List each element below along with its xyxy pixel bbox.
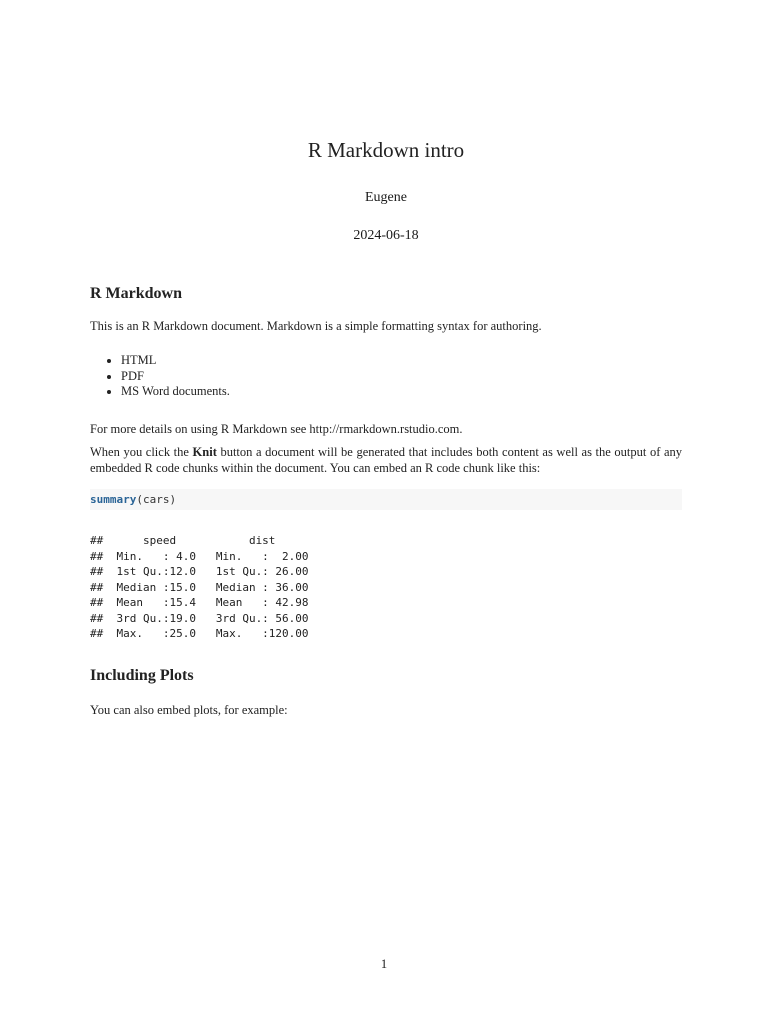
knit-text-after: button a document will be generated that includes both content as well as the output of any embedded R code chunks within the document. You can embed an R code chunk like this: xyxy=(90,445,682,475)
output-line: ## Median :15.0 Median : 36.00 xyxy=(90,580,322,594)
details-paragraph: For more details on using R Markdown see http://rmarkdown.rstudio.com. xyxy=(90,422,463,436)
output-line: ## speed dist xyxy=(90,534,322,547)
document-title: R Markdown intro xyxy=(307,138,465,162)
document-date: 2024-06-18 xyxy=(353,228,419,243)
plots-paragraph: You can also embed plots, for example: xyxy=(90,703,288,717)
section-heading-r-markdown: R Markdown xyxy=(90,285,183,302)
code-function: summary xyxy=(90,493,137,506)
list-item: • PDF xyxy=(121,369,230,385)
output-format-list xyxy=(90,353,230,400)
list-item: • HTML xyxy=(121,353,230,369)
output-line: ## 3rd Qu.:19.0 3rd Qu.: 56.00 xyxy=(90,611,322,625)
document-author: Eugene xyxy=(365,190,407,205)
knit-bold-word: Knit xyxy=(192,445,217,459)
code-output xyxy=(90,533,322,642)
code-chunk xyxy=(90,489,682,510)
section-heading-including-plots: Including Plots xyxy=(90,667,194,684)
list-item: • MS Word documents. xyxy=(121,384,230,400)
output-line: ## Mean :15.4 Mean : 42.98 xyxy=(90,596,322,609)
output-line: ## 1st Qu.:12.0 1st Qu.: 26.00 xyxy=(90,565,322,578)
code-args: (cars) xyxy=(136,493,177,506)
page-number: 1 xyxy=(380,957,388,971)
output-line: ## Max. :25.0 Max. :120.00 xyxy=(90,627,322,640)
output-line: ## Min. : 4.0 Min. : 2.00 xyxy=(90,549,322,563)
knit-text-before: When you click the xyxy=(90,445,193,459)
intro-paragraph: This is an R Markdown document. Markdown is a simple formatting syntax for authoring. xyxy=(90,319,542,333)
knit-paragraph xyxy=(90,444,682,476)
